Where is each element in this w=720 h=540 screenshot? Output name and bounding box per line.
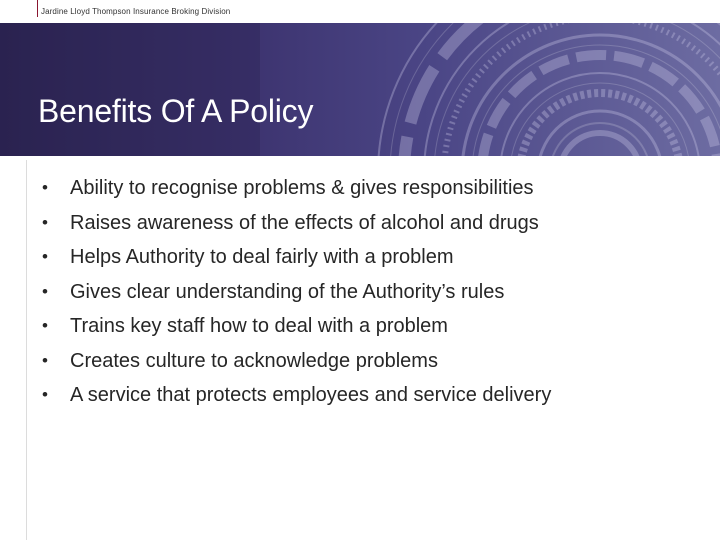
bullet-dot: • bbox=[42, 212, 48, 232]
top-header-bar bbox=[0, 0, 720, 23]
bullet-dot: • bbox=[42, 316, 48, 335]
bullet-dot: • bbox=[42, 350, 48, 370]
bullet-dot: • bbox=[42, 385, 48, 404]
bullet-dot: • bbox=[42, 178, 48, 197]
bullet-text: Trains key staff how to deal with a problem bbox=[70, 315, 448, 337]
bullet-text: Ability to recognise problems & gives responsibilities bbox=[70, 177, 534, 199]
bullet-text: Raises awareness of the effects of alcohol and drugs bbox=[70, 211, 539, 234]
left-margin-rule bbox=[26, 160, 27, 540]
concentric-circles-graphic bbox=[0, 23, 720, 156]
bullet-text: Gives clear understanding of the Authority’s rules bbox=[70, 280, 505, 303]
organization-name: Jardine Lloyd Thompson Insurance Broking Division bbox=[41, 7, 231, 16]
header-accent-rule bbox=[37, 0, 38, 17]
bullet-text: Helps Authority to deal fairly with a problem bbox=[70, 246, 454, 268]
bullet-text: Creates culture to acknowledge problems bbox=[70, 349, 438, 372]
slide-title: Benefits Of A Policy bbox=[38, 93, 314, 129]
bullet-dot: • bbox=[42, 247, 48, 266]
bullet-dot: • bbox=[42, 281, 48, 301]
title-banner bbox=[0, 23, 720, 156]
bullet-text: A service that protects employees and service delivery bbox=[70, 384, 552, 406]
